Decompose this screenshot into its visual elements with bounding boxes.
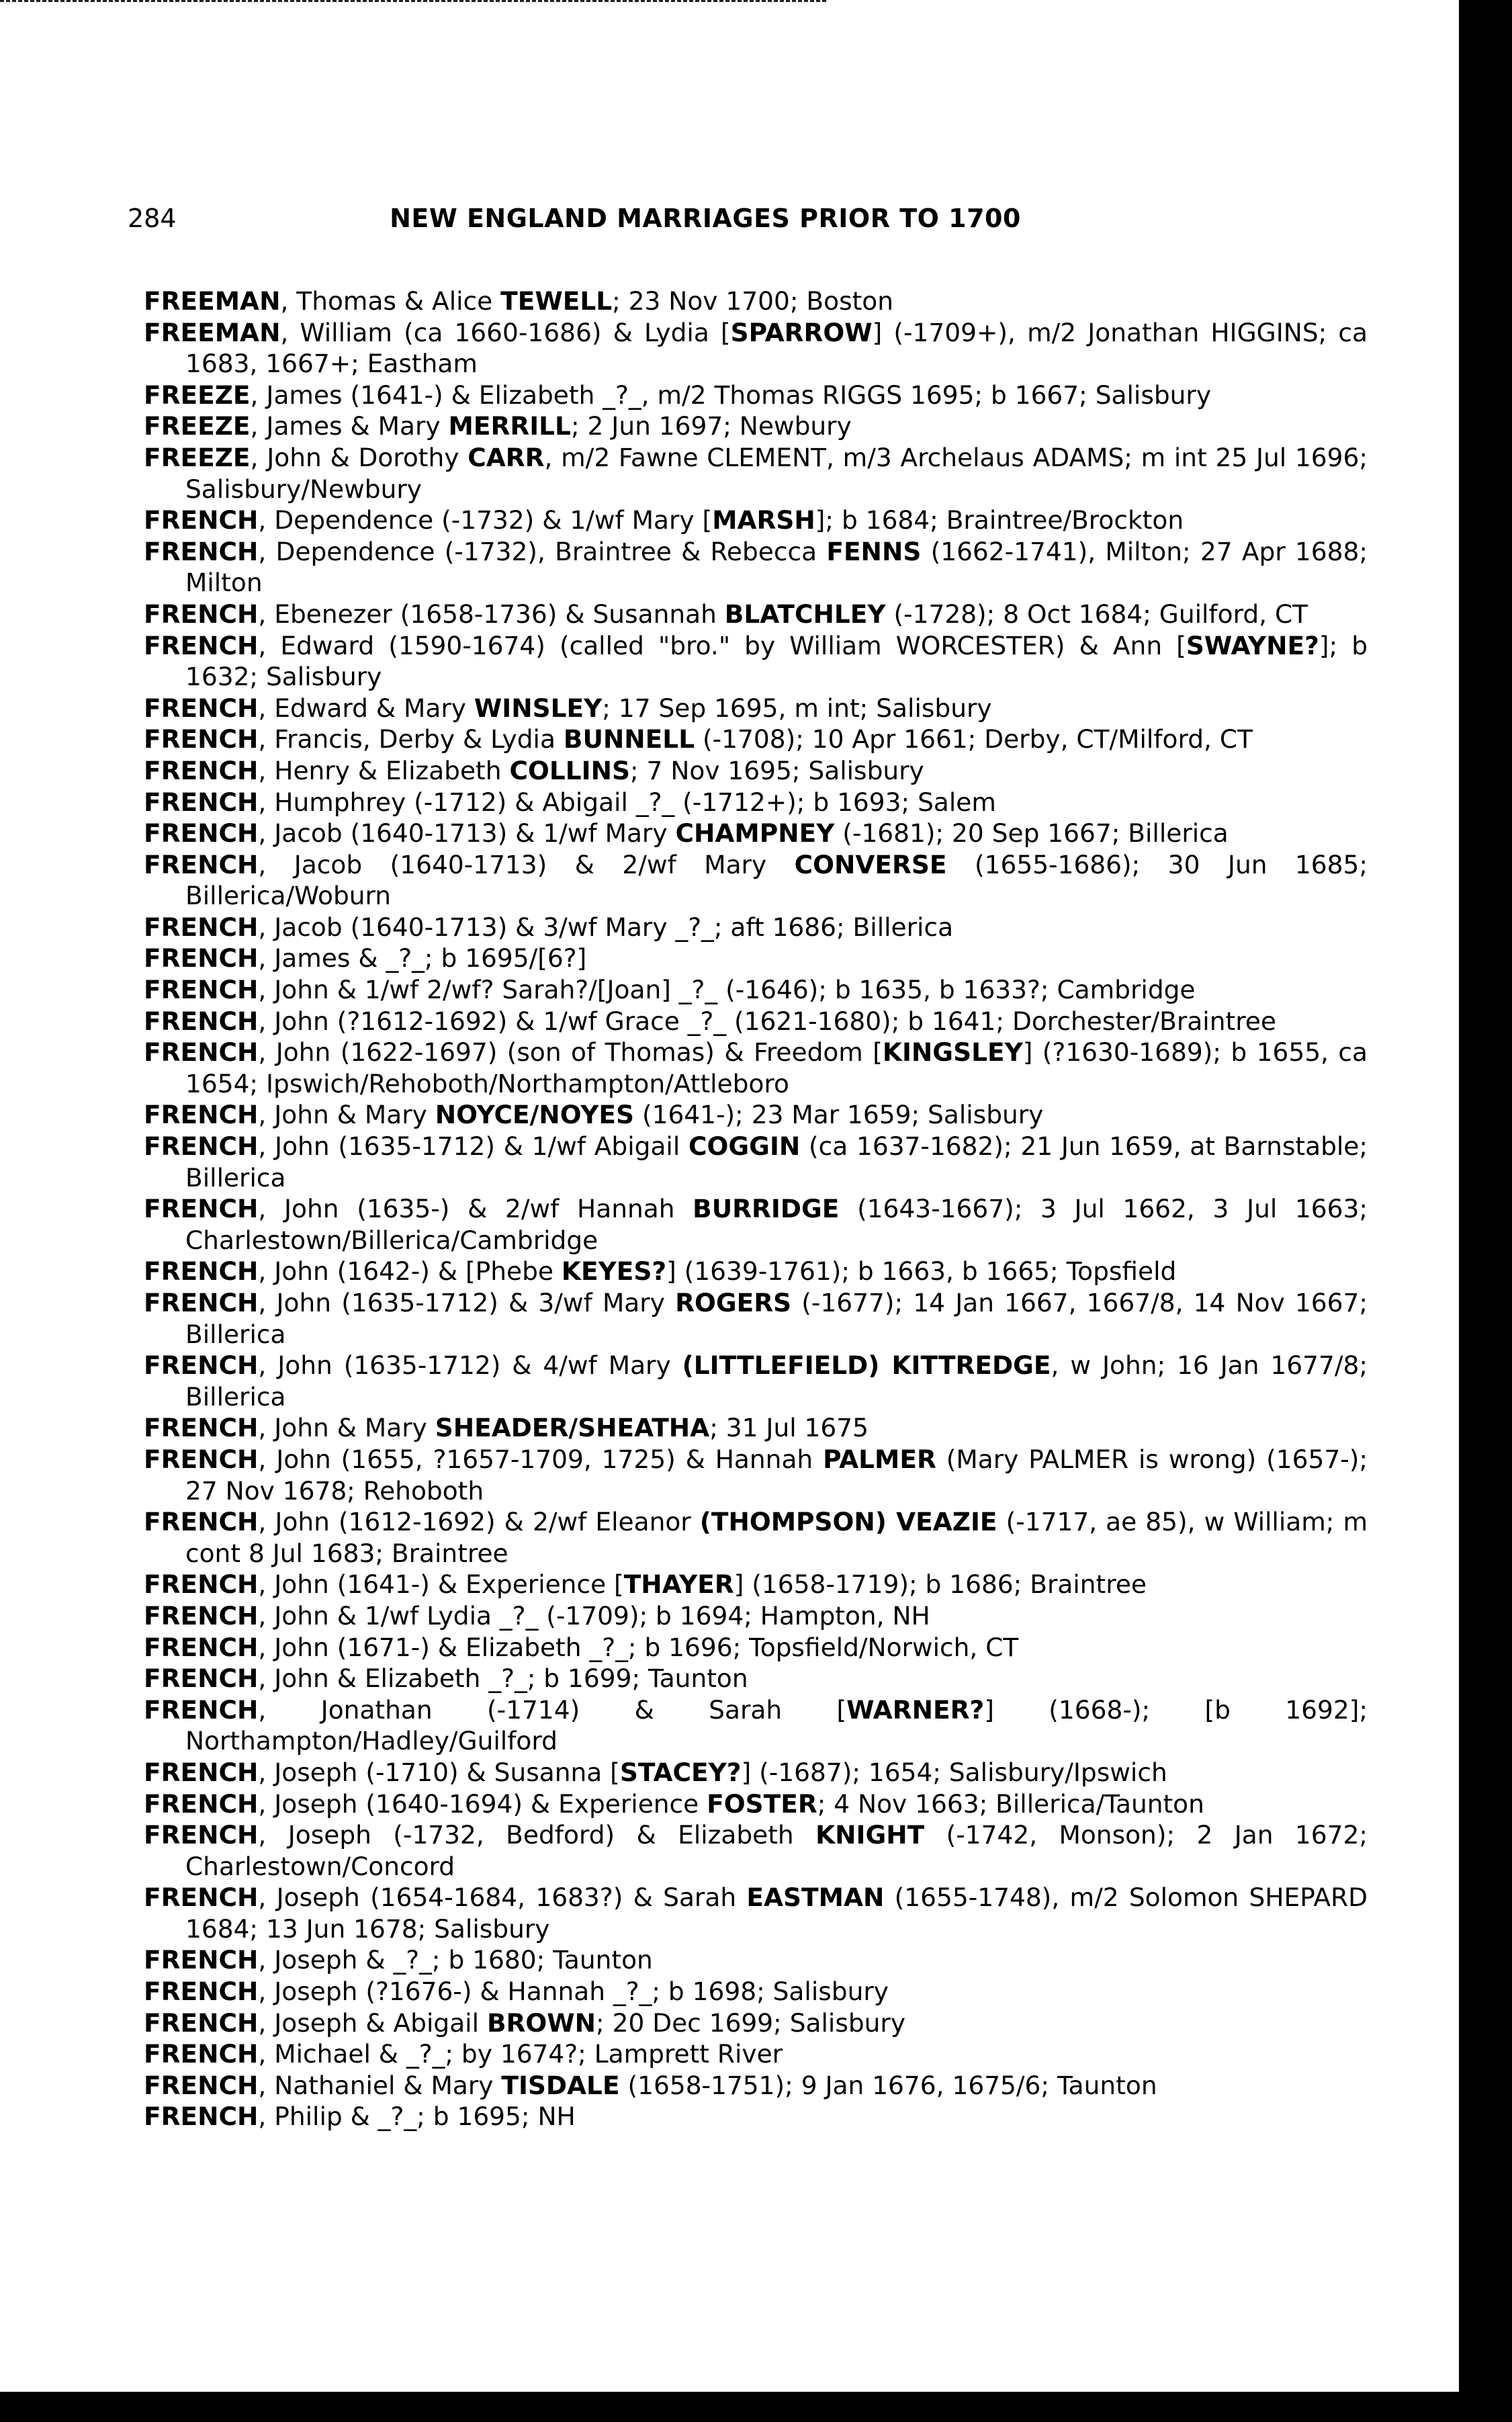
entry-husband-details: , Ebenezer (1658-1736) & Susannah [258, 599, 725, 629]
marriage-entry [144, 724, 1368, 755]
entry-husband-details: , Francis, Derby & Lydia [258, 724, 564, 754]
entry-marriage-details: (Mary PALMER is wrong) (1657-); 27 Nov 1678; Rehoboth [185, 1444, 1368, 1506]
entry-marriage-details: ] (1658-1719); b 1686; Braintree [733, 1569, 1147, 1600]
entry-husband-details: , Edward & Mary [258, 693, 474, 723]
entry-spouse-surname: CONVERSE [794, 849, 947, 879]
entry-husband-details: , John (?1612-1692) & 1/wf Grace [258, 1006, 688, 1036]
marriage-entry [144, 974, 1368, 1006]
marriage-entry [144, 1193, 1368, 1256]
entry-surname: FRENCH [144, 1131, 259, 1162]
marriage-entry [144, 1006, 1368, 1037]
entry-marriage-details: _?_; b 1695; NH [377, 2102, 576, 2132]
entry-marriage-details: ] (1639-1761); b 1663, b 1665; Topsfield [666, 1256, 1177, 1287]
entry-husband-details: , John (1655, ?1657-1709, 1725) & Hannah [258, 1444, 824, 1474]
entry-surname: FRENCH [144, 2070, 259, 2100]
entry-surname: FRENCH [144, 1194, 259, 1224]
entry-husband-details: , Michael & [258, 2039, 406, 2069]
entry-surname: FRENCH [144, 1977, 259, 2007]
entry-surname: FRENCH [144, 849, 259, 879]
entry-surname: FREEMAN [144, 317, 281, 347]
entry-marriage-details: ]; b 1632; Salisbury [185, 630, 1368, 692]
entry-husband-details: , Thomas & Alice [280, 286, 501, 316]
entry-husband-details: , John (1641-) & Experience [ [258, 1569, 624, 1600]
entry-husband-details: , Edward (1590-1674) (called "bro." by William WORCESTER) & Ann [ [258, 630, 1186, 660]
entry-spouse-surname: CARR [468, 442, 545, 472]
entry-spouse-surname: FENNS [826, 536, 922, 566]
entry-husband-details: , Humphrey (-1712) & Abigail [258, 787, 636, 817]
entry-spouse-surname: SPARROW [730, 317, 873, 347]
entry-spouse-surname: (LITTLEFIELD) KITTREDGE [682, 1350, 1051, 1381]
entry-surname: FRENCH [144, 536, 259, 566]
entry-husband-details: , Joseph (-1732, Bedford) & Elizabeth [258, 1820, 816, 1850]
marriage-entries-list [144, 286, 1368, 2132]
entry-spouse-surname: KEYES? [561, 1256, 667, 1287]
entry-surname: FRENCH [144, 1006, 259, 1036]
entry-husband-details: , John & Mary [258, 1100, 435, 1130]
entry-husband-details: , Joseph & Abigail [258, 2007, 487, 2038]
entry-marriage-details: (1655-1686); 30 Jun 1685; Billerica/Woburn [185, 849, 1368, 911]
marriage-entry [144, 410, 1368, 442]
marriage-entry [144, 693, 1368, 724]
entry-marriage-details: (1658-1751); 9 Jan 1676, 1675/6; Taunton [619, 2070, 1157, 2100]
entry-husband-details: , John (1635-) & 2/wf Hannah [258, 1194, 693, 1224]
marriage-entry [144, 1663, 1368, 1694]
entry-husband-details: , James & [258, 943, 386, 974]
entry-spouse-surname: KINGSLEY [882, 1037, 1023, 1068]
marriage-entry [144, 2007, 1368, 2039]
marriage-entry [144, 1444, 1368, 1506]
entry-husband-details: , James & Mary [250, 411, 449, 441]
entry-surname: FREEZE [144, 411, 251, 441]
entry-husband-details: , Dependence (-1732), Braintree & Rebecca [258, 536, 827, 566]
entry-spouse-surname: WINSLEY [474, 693, 603, 723]
marriage-entry [144, 1694, 1368, 1757]
marriage-entry [144, 1256, 1368, 1287]
entry-husband-details: , Henry & Elizabeth [258, 755, 510, 785]
entry-marriage-details: (1643-1667); 3 Jul 1662, 3 Jul 1663; Charlestown/Billerica/Cambridge [185, 1194, 1368, 1255]
page-number: 284 [128, 204, 177, 233]
marriage-entry [144, 630, 1368, 693]
entry-surname: FRENCH [144, 2039, 259, 2069]
entry-husband-details: , Jacob (1640-1713) & 2/wf Mary [258, 849, 795, 879]
marriage-entry [144, 505, 1368, 536]
entry-surname: FRENCH [144, 599, 259, 629]
entry-husband-details: , Joseph (1640-1694) & Experience [258, 1788, 707, 1819]
marriage-entry [144, 1412, 1368, 1444]
entry-spouse-surname: BROWN [486, 2007, 596, 2038]
entry-spouse-surname: MARSH [712, 505, 815, 535]
entry-husband-details: , John (1612-1692) & 2/wf Eleanor [258, 1507, 700, 1537]
entry-surname: FRENCH [144, 912, 259, 942]
entry-husband-details: , William (ca 1660-1686) & Lydia [ [280, 317, 731, 347]
marriage-entry [144, 755, 1368, 787]
entry-marriage-details: ] (?1630-1689); b 1655, ca 1654; Ipswich/Rehoboth/Northampton/Attleboro [185, 1037, 1368, 1098]
entry-husband-details: , John & Elizabeth [258, 1663, 489, 1694]
entry-husband-details: , John (1642-) & [Phebe [258, 1256, 562, 1287]
entry-marriage-details: ; 20 Dec 1699; Salisbury [596, 2007, 906, 2038]
entry-surname: FRENCH [144, 724, 259, 754]
marriage-entry [144, 1099, 1368, 1131]
entry-surname: FRENCH [144, 1788, 259, 1819]
marriage-entry [144, 1819, 1368, 1882]
entry-marriage-details: _?_; b 1680; Taunton [393, 1945, 653, 1975]
entry-surname: FRENCH [144, 818, 259, 849]
entry-husband-details: , John & 1/wf Lydia [258, 1600, 500, 1631]
entry-husband-details: , John (1622-1697) (son of Thomas) & Freedom [ [258, 1037, 883, 1068]
entry-marriage-details: (1655-1748), m/2 Solomon SHEPARD 1684; 13 Jun 1678; Salisbury [185, 1883, 1368, 1944]
entry-surname: FRENCH [144, 1632, 259, 1662]
marriage-entry [144, 1882, 1368, 1944]
entry-husband-details: , Philip & [258, 2102, 378, 2132]
entry-surname: FRENCH [144, 505, 259, 535]
running-head-title: NEW ENGLAND MARRIAGES PRIOR TO 1700 [390, 204, 1021, 233]
entry-husband-details: , John & Dorothy [250, 442, 468, 472]
marriage-entry [144, 1632, 1368, 1663]
entry-marriage-details: ] (1668-); [b 1692]; Northampton/Hadley/Guilford [185, 1694, 1368, 1756]
entry-marriage-details: ; 4 Nov 1663; Billerica/Taunton [817, 1788, 1204, 1819]
entry-spouse-surname: WARNER? [846, 1694, 985, 1725]
entry-marriage-details: ]; b 1684; Braintree/Brockton [815, 505, 1184, 535]
entry-surname: FRENCH [144, 1820, 259, 1850]
entry-husband-details: , John (1635-1712) & 1/wf Abigail [258, 1131, 688, 1162]
marriage-entry [144, 599, 1368, 630]
entry-marriage-details: (-1728); 8 Oct 1684; Guilford, CT [885, 599, 1308, 629]
entry-surname: FRENCH [144, 630, 259, 660]
entry-marriage-details: (-1717, ae 85), w William; m cont 8 Jul 1683; Braintree [185, 1507, 1368, 1568]
entry-spouse-surname: FOSTER [707, 1788, 817, 1819]
marriage-entry [144, 1350, 1368, 1412]
marriage-entry [144, 849, 1368, 912]
entry-marriage-details: , m/2 Fawne CLEMENT, m/3 Archelaus ADAMS; m int 25 Jul 1696; Salisbury/Newbury [185, 442, 1368, 504]
scan-bottom-edge [0, 2392, 1512, 2422]
entry-surname: FRENCH [144, 1507, 259, 1537]
entry-spouse-surname: PALMER [823, 1444, 936, 1474]
entry-marriage-details: _?_; b 1698; Salisbury [613, 1977, 889, 2007]
marriage-entry [144, 1506, 1368, 1569]
entry-surname: FRENCH [144, 943, 259, 974]
entry-husband-details: , Jacob (1640-1713) & 3/wf Mary [258, 912, 676, 942]
entry-marriage-details: _?_; by 1674?; Lamprett River [406, 2039, 783, 2069]
entry-surname: FRENCH [144, 1444, 259, 1474]
scan-top-edge [0, 0, 826, 5]
entry-marriage-details: ; 31 Jul 1675 [709, 1413, 869, 1443]
entry-surname: FRENCH [144, 787, 259, 817]
entry-spouse-surname: SHEADER/SHEATHA [435, 1413, 710, 1443]
entry-husband-details: , Jonathan (-1714) & Sarah [ [258, 1694, 847, 1725]
marriage-entry [144, 442, 1368, 505]
marriage-entry [144, 2070, 1368, 2102]
entry-surname: FRENCH [144, 975, 259, 1005]
entry-spouse-surname: CHAMPNEY [675, 818, 835, 849]
entry-surname: FREEMAN [144, 286, 281, 316]
entry-surname: FREEZE [144, 380, 251, 410]
entry-husband-details: , Joseph (1654-1684, 1683?) & Sarah [258, 1883, 747, 1913]
marriage-entry [144, 380, 1368, 411]
entry-marriage-details: _?_ (-1712+); b 1693; Salem [635, 787, 996, 817]
entry-spouse-surname: BURRIDGE [693, 1194, 840, 1224]
entry-marriage-details: _?_; b 1699; Taunton [488, 1663, 748, 1694]
entry-surname: FRENCH [144, 1100, 259, 1130]
marriage-entry [144, 1131, 1368, 1193]
entry-surname: FREEZE [144, 442, 251, 472]
entry-husband-details: , Nathaniel & Mary [258, 2070, 502, 2100]
entry-marriage-details: (1662-1741), Milton; 27 Apr 1688; Milton [185, 536, 1368, 598]
entry-surname: FRENCH [144, 2007, 259, 2038]
entry-marriage-details: ; 23 Nov 1700; Boston [612, 286, 894, 316]
entry-husband-details: , Joseph (-1710) & Susanna [ [258, 1757, 620, 1787]
marriage-entry [144, 1788, 1368, 1820]
entry-marriage-details: ; 7 Nov 1695; Salisbury [629, 755, 924, 785]
entry-marriage-details: _?_; b 1696; Topsfield/Norwich, CT [589, 1632, 1019, 1662]
entry-husband-details: , Dependence (-1732) & 1/wf Mary [ [258, 505, 713, 535]
entry-spouse-surname: EASTMAN [746, 1883, 885, 1913]
entry-marriage-details: _?_; aft 1686; Billerica [675, 912, 954, 942]
marriage-entry [144, 1944, 1368, 1976]
marriage-entry [144, 1757, 1368, 1788]
entry-surname: FRENCH [144, 1413, 259, 1443]
entry-marriage-details: (-1742, Monson); 2 Jan 1672; Charlestown/Concord [185, 1820, 1368, 1881]
entry-spouse-surname: COGGIN [688, 1131, 801, 1162]
entry-surname: FRENCH [144, 755, 259, 785]
entry-marriage-details: (-1681); 20 Sep 1667; Billerica [834, 818, 1229, 849]
entry-husband-details: , Joseph & [258, 1945, 394, 1975]
entry-surname: FRENCH [144, 693, 259, 723]
entry-surname: FRENCH [144, 1945, 259, 1975]
marriage-entry [144, 317, 1368, 380]
entry-marriage-details: ; 2 Jun 1697; Newbury [570, 411, 852, 441]
entry-spouse-surname: (THOMPSON) VEAZIE [699, 1507, 997, 1537]
entry-husband-details: , John (1635-1712) & 4/wf Mary [258, 1350, 682, 1381]
entry-surname: FRENCH [144, 1569, 259, 1600]
entry-spouse-surname: NOYCE/NOYES [435, 1100, 635, 1130]
entry-surname: FRENCH [144, 1256, 259, 1287]
entry-spouse-surname: TEWELL [500, 286, 613, 316]
entry-marriage-details: , w John; 16 Jan 1677/8; Billerica [185, 1350, 1368, 1412]
entry-spouse-surname: KNIGHT [815, 1820, 925, 1850]
entry-marriage-details: _?_, m/2 Thomas RIGGS 1695; b 1667; Salisbury [603, 380, 1212, 410]
entry-marriage-details: (ca 1637-1682); 21 Jun 1659, at Barnstable; Billerica [185, 1131, 1368, 1193]
entry-marriage-details: (-1677); 14 Jan 1667, 1667/8, 14 Nov 1667; Billerica [185, 1288, 1368, 1349]
entry-spouse-surname: COLLINS [509, 755, 630, 785]
entry-surname: FRENCH [144, 1663, 259, 1694]
marriage-entry [144, 286, 1368, 317]
entry-husband-details: , John & Mary [258, 1413, 435, 1443]
marriage-entry [144, 1569, 1368, 1600]
marriage-entry [144, 818, 1368, 849]
marriage-entry [144, 1037, 1368, 1099]
marriage-entry [144, 536, 1368, 599]
entry-spouse-surname: THAYER [623, 1569, 734, 1600]
entry-spouse-surname: BUNNELL [563, 724, 695, 754]
entry-spouse-surname: TISDALE [501, 2070, 620, 2100]
entry-husband-details: , James (1641-) & Elizabeth [250, 380, 603, 410]
scan-right-edge [1459, 0, 1512, 2422]
entry-marriage-details: (1641-); 23 Mar 1659; Salisbury [634, 1100, 1044, 1130]
marriage-entry [144, 1976, 1368, 2007]
entry-spouse-surname: ROGERS [675, 1288, 792, 1317]
entry-surname: FRENCH [144, 1288, 259, 1317]
entry-spouse-surname: BLATCHLEY [724, 599, 886, 629]
entry-husband-details: , John (1635-1712) & 3/wf Mary [258, 1288, 676, 1317]
entry-surname: FRENCH [144, 1037, 259, 1068]
marriage-entry [144, 2101, 1368, 2132]
entry-marriage-details: _?_ (1621-1680); b 1641; Dorchester/Braintree [687, 1006, 1276, 1036]
entry-marriage-details: ] (-1709+), m/2 Jonathan HIGGINS; ca 1683, 1667+; Eastham [185, 317, 1368, 379]
marriage-entry [144, 943, 1368, 974]
entry-spouse-surname: STACEY? [619, 1757, 742, 1787]
entry-husband-details: , Joseph (?1676-) & Hannah [258, 1977, 613, 2007]
entry-husband-details: , John (1671-) & Elizabeth [258, 1632, 590, 1662]
marriage-entry [144, 1287, 1368, 1350]
entry-marriage-details: ; 17 Sep 1695, m int; Salisbury [602, 693, 992, 723]
entry-husband-details: , Jacob (1640-1713) & 1/wf Mary [258, 818, 676, 849]
entry-husband-details: , John & 1/wf 2/wf? Sarah?/[Joan] [258, 975, 679, 1005]
entry-marriage-details: _?_ (-1709); b 1694; Hampton, NH [499, 1600, 930, 1631]
marriage-entry [144, 2038, 1368, 2070]
entry-surname: FRENCH [144, 2102, 259, 2132]
entry-surname: FRENCH [144, 1883, 259, 1913]
entry-marriage-details: ] (-1687); 1654; Salisbury/Ipswich [741, 1757, 1167, 1787]
entry-marriage-details: _?_ (-1646); b 1635, b 1633?; Cambridge [678, 975, 1196, 1005]
entry-surname: FRENCH [144, 1694, 259, 1725]
entry-spouse-surname: SWAYNE? [1186, 630, 1319, 660]
entry-spouse-surname: MERRILL [448, 411, 571, 441]
marriage-entry [144, 787, 1368, 818]
entry-surname: FRENCH [144, 1757, 259, 1787]
entry-surname: FRENCH [144, 1600, 259, 1631]
entry-surname: FRENCH [144, 1350, 259, 1381]
marriage-entry [144, 912, 1368, 943]
entry-marriage-details: (-1708); 10 Apr 1661; Derby, CT/Milford, CT [695, 724, 1253, 754]
marriage-entry [144, 1600, 1368, 1632]
entry-marriage-details: _?_; b 1695/[6?] [386, 943, 587, 974]
